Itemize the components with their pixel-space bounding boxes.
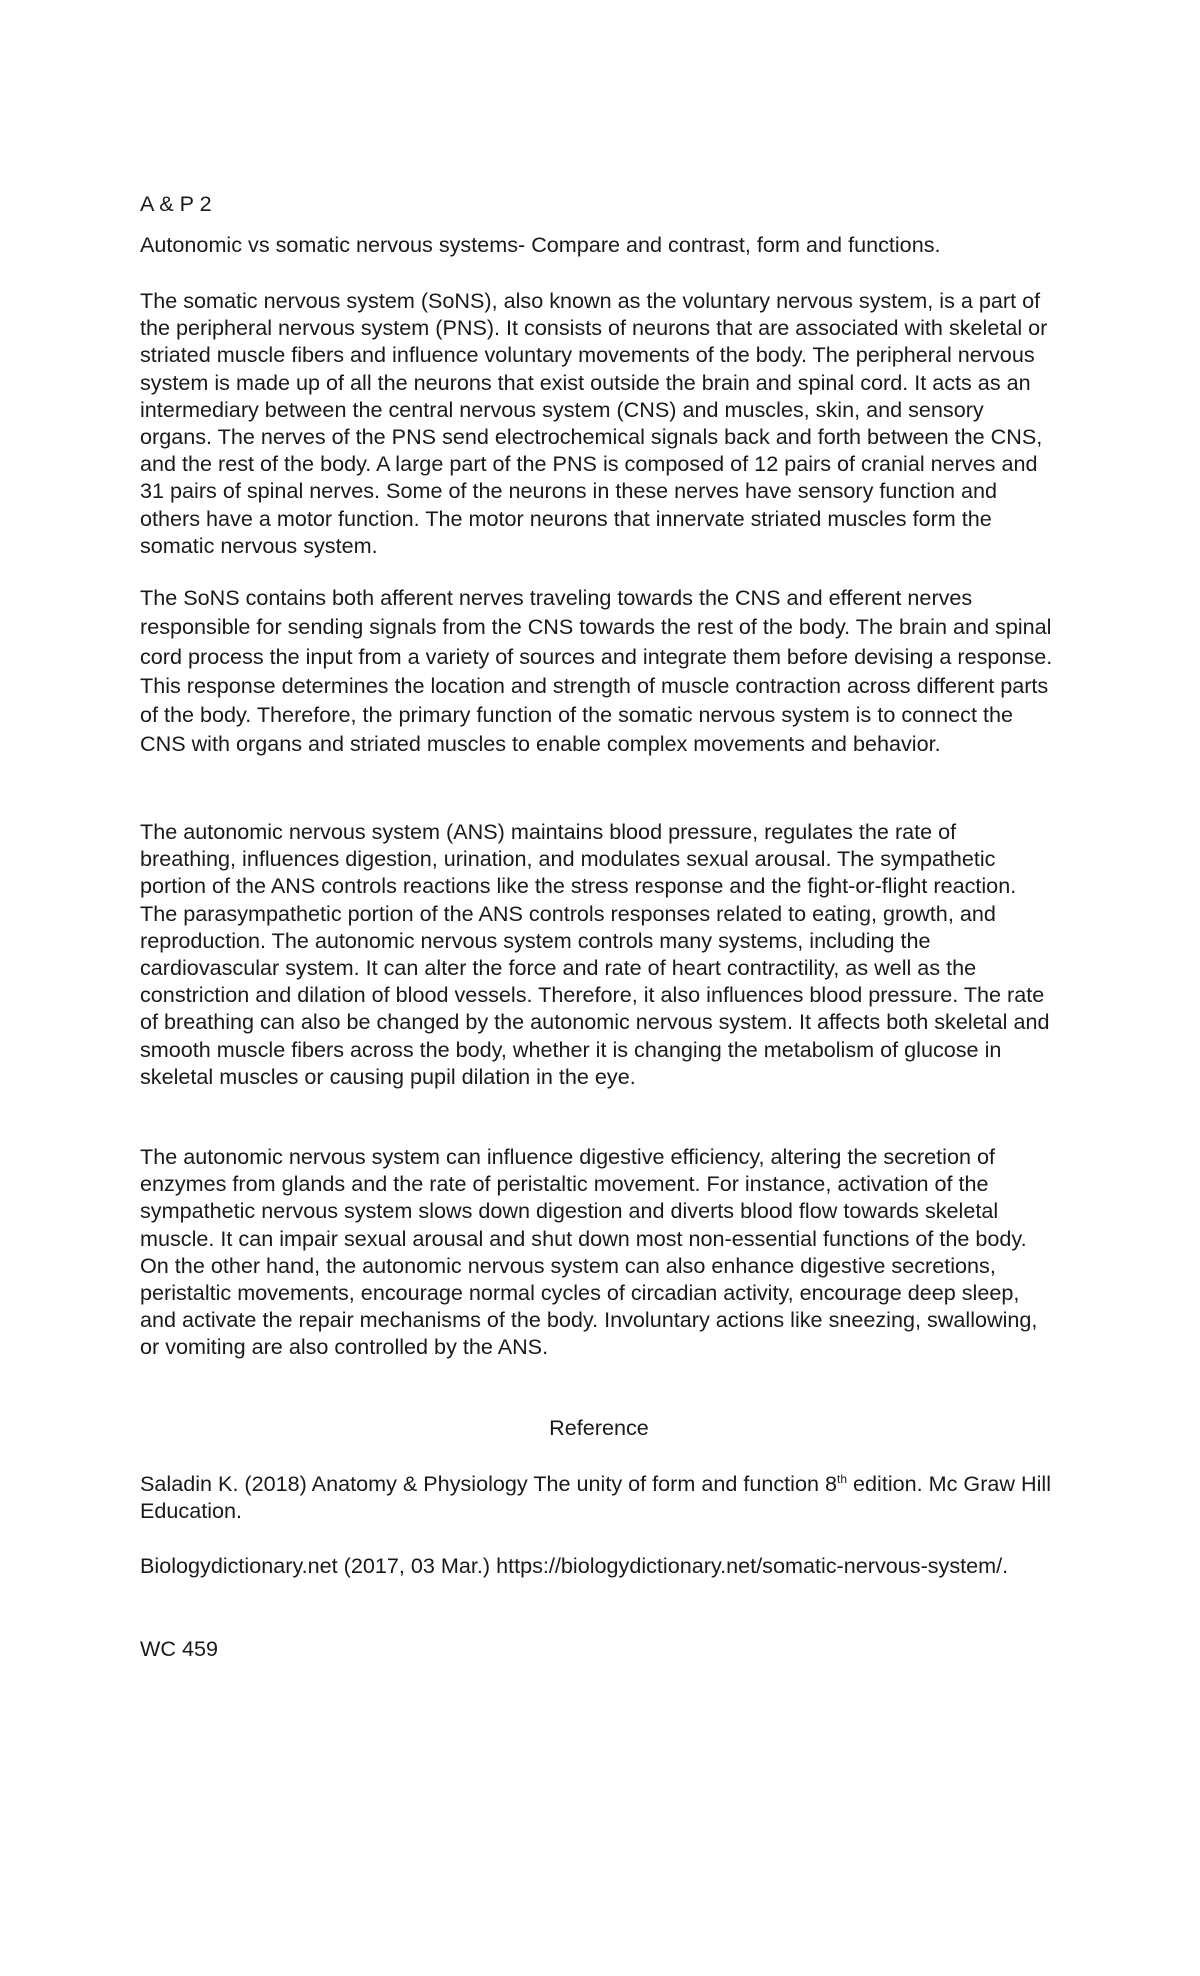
paragraph-4: The autonomic nervous system can influence digestive efficiency, altering the secretion of enzymes from glands and the rate of peristaltic movement. For instance, activation of the sympathetic nervous system slows down digestion and diverts blood flow towards skeletal muscle. It can impair sexual arousal and shut down most non-essential functions of the body. On the other hand, the autonomic nervous system can also enhance digestive secretions, peristaltic movements, encourage normal cycles of circadian activity, encourage deep sleep, and activate the repair mechanisms of the body. Involuntary actions like sneezing, swallowing, or vomiting are also controlled by the ANS.	[140, 1144, 1038, 1360]
paragraph-2: The SoNS contains both afferent nerves traveling towards the CNS and efferent nerves responsible for sending signals from the CNS towards the rest of the body. The brain and spinal cord process the input from a variety of sources and integrate them before devising a response. This response determines the location and strength of muscle contraction across different parts of the body. Therefore, the primary function of the somatic nervous system is to connect the CNS with organs and striated muscles to enable complex movements and behavior.	[140, 585, 1053, 757]
word-count: WC 459	[140, 1636, 219, 1661]
paragraph-1: The somatic nervous system (SoNS), also known as the voluntary nervous system, is a part of the peripheral nervous system (PNS). It consists of neurons that are associated with skeletal or striated muscle fibers and influence voluntary movements of the body. The peripheral nervous system is made up of all the neurons that exist outside the brain and spinal cord. It acts as an intermediary between the central nervous system (CNS) and muscles, skin, and sensory organs. The nerves of the PNS send electrochemical signals back and forth between the CNS, and the rest of the body. A large part of the PNS is composed of 12 pairs of cranial nerves and 31 pairs of spinal nerves. Some of the neurons in these nerves have sensory function and others have a motor function. The motor neurons that innervate striated muscles form the somatic nervous system.	[140, 288, 1048, 558]
essay-title: Autonomic vs somatic nervous systems- Compare and contrast, form and functions.	[140, 232, 941, 257]
paragraph-3: The autonomic nervous system (ANS) maintains blood pressure, regulates the rate of breathing, influences digestion, urination, and modulates sexual arousal. The sympathetic portion of the ANS controls reactions like the stress response and the fight-or-flight reaction. The parasympathetic portion of the ANS controls responses related to eating, growth, and reproduction. The autonomic nervous system controls many systems, including the cardiovascular system. It can alter the force and rate of heart contractility, as well as the constriction and dilation of blood vessels. Therefore, it also influences blood pressure. The rate of breathing can also be changed by the autonomic nervous system. It affects both skeletal and smooth muscle fibers across the body, whether it is changing the metabolism of glucose in skeletal muscles or causing pupil dilation in the eye.	[140, 819, 1050, 1089]
course-label: A & P 2	[140, 191, 212, 216]
reference-heading: Reference	[549, 1415, 649, 1440]
reference-2: Biologydictionary.net (2017, 03 Mar.) https://biologydictionary.net/somatic-nervous-system/.	[140, 1553, 1009, 1578]
reference-1-superscript: th	[837, 1471, 848, 1486]
reference-1-main: Saladin K. (2018) Anatomy & Physiology The unity of form and function 8	[140, 1471, 837, 1496]
reference-1-rest: edition. Mc Graw Hill Education.	[140, 1471, 1052, 1524]
reference-1	[140, 1470, 1058, 1524]
